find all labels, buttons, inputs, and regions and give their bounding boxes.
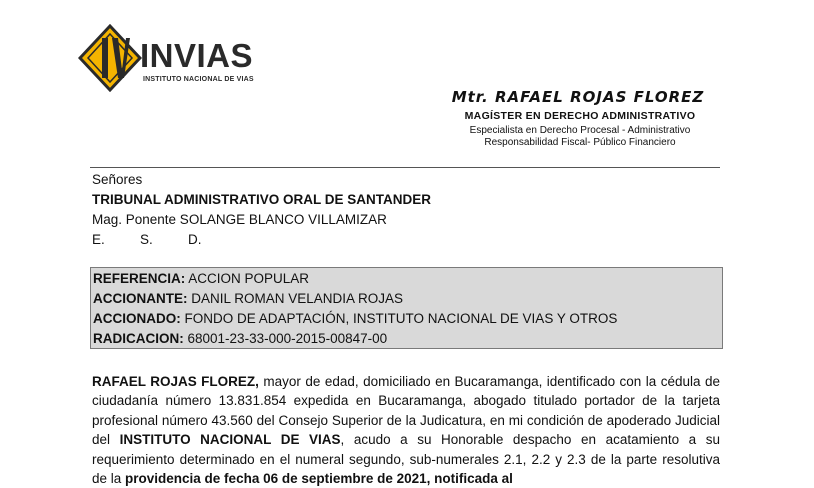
body-part-2: , acudo a su Honorable despacho en acatamiento a su requerimiento determinado en el numeral segundo, sub-numerales 2.1, 2.2 y 2.3 de la parte resolutiva de la <box>92 432 720 487</box>
radicacion-label: RADICACION: <box>93 331 184 346</box>
esd-d: D. <box>188 232 202 247</box>
body-paragraph <box>92 372 720 488</box>
body-name: RAFAEL ROJAS FLOREZ, <box>92 374 259 389</box>
invias-diamond-icon <box>78 24 142 92</box>
lawyer-degree: MAGÍSTER EN DERECHO ADMINISTRATIVO <box>464 110 696 122</box>
esd-line <box>92 230 431 250</box>
invias-logo <box>78 24 258 94</box>
radicacion-row <box>93 329 722 349</box>
body-institute: INSTITUTO NACIONAL DE VIAS <box>119 432 341 448</box>
referencia-label: REFERENCIA: <box>93 271 186 286</box>
body-part-1: mayor de edad, domiciliado en Bucaramanga, identificado con la cédula de ciudadanía número 13.831.854 expedida en Bucaramanga, abogado titulado portador de la tarjeta profesional número 43.560 del Consejo Superior de la Judicatura, en mi condición de apoderado Judicial del <box>92 374 720 448</box>
accionante-label: ACCIONANTE: <box>93 291 188 306</box>
radicacion-value: 68001-23-33-000-2015-00847-00 <box>187 331 388 346</box>
logo-subtitle: INSTITUTO NACIONAL DE VIAS <box>143 76 254 83</box>
accionante-value: DANIL ROMAN VELANDIA ROJAS <box>191 291 404 306</box>
esd-s: S. <box>140 232 153 247</box>
accionado-row <box>93 309 722 329</box>
esd-e: E. <box>92 232 105 247</box>
salutation: Señores <box>92 172 143 187</box>
referencia-value: ACCION POPULAR <box>188 271 310 286</box>
accionado-label: ACCIONADO: <box>93 311 181 326</box>
header-divider <box>90 167 720 168</box>
reference-row <box>93 269 722 289</box>
lawyer-name: Mtr. RAFAEL ROJAS FLOREZ <box>451 88 705 106</box>
accionante-row <box>93 289 722 309</box>
logo-wordmark: INVIAS <box>140 37 254 74</box>
tribunal-name: TRIBUNAL ADMINISTRATIVO ORAL DE SANTANDER <box>92 192 431 207</box>
lawyer-header <box>440 88 720 148</box>
reference-box <box>90 267 723 349</box>
accionado-value: FONDO DE ADAPTACIÓN, INSTITUTO NACIONAL DE VIAS Y OTROS <box>184 311 618 326</box>
magistrate: Mag. Ponente SOLANGE BLANCO VILLAMIZAR <box>92 212 387 227</box>
body-providence: providencia de fecha 06 de septiembre de 2021, notificada al <box>125 471 513 487</box>
addressee-block <box>92 170 431 250</box>
lawyer-responsibility: Responsabilidad Fiscal- Público Financiero <box>484 137 676 148</box>
lawyer-specialty: Especialista en Derecho Procesal - Administrativo <box>469 125 691 136</box>
